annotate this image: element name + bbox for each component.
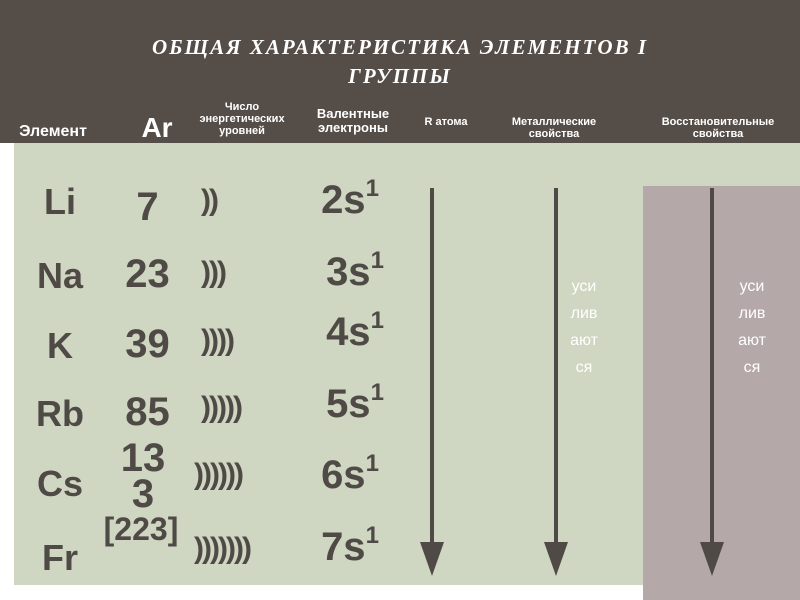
atomic-mass: 85 <box>125 390 170 434</box>
column-header-reducing: Восстановительные свойства <box>661 116 775 140</box>
element-symbol: Li <box>44 181 76 222</box>
element-symbol: Cs <box>36 463 84 504</box>
valence-config: $2s^1$ <box>321 175 379 222</box>
reducing-arrow-down-icon <box>697 186 727 578</box>
metallic-arrow-down-icon <box>541 186 571 578</box>
radius-arrow-down-icon <box>417 186 447 578</box>
energy-levels: )))) <box>201 324 233 357</box>
energy-levels: )))))) <box>194 458 242 491</box>
atomic-mass: 133 <box>120 436 166 516</box>
element-symbol: K <box>47 325 73 366</box>
energy-levels: ))))) <box>201 391 241 424</box>
column-header-ar: Ar <box>141 112 173 143</box>
column-header-levels: Число энергетических уровней <box>199 101 285 137</box>
atomic-mass: [223] <box>103 511 179 547</box>
element-symbol: Na <box>36 255 84 296</box>
valence-config: $4s^1$ <box>326 307 384 354</box>
valence-config: $7s^1$ <box>321 522 379 569</box>
column-header-radius: R атома <box>424 116 468 128</box>
energy-levels: )) <box>201 184 217 217</box>
element-symbol: Fr <box>42 537 78 578</box>
atomic-mass: 7 <box>136 185 159 229</box>
energy-levels: ))) <box>201 256 225 289</box>
slide-title <box>0 33 800 91</box>
valence-config: $5s^1$ <box>326 379 384 426</box>
valence-config: $6s^1$ <box>321 450 379 497</box>
atomic-mass: 23 <box>125 252 170 296</box>
title-line-1: ОБЩАЯ ХАРАКТЕРИСТИКА ЭЛЕМЕНТОВ I <box>151 35 649 59</box>
atomic-mass: 39 <box>125 322 170 366</box>
metallic-trend-label: уси лив ают ся <box>570 278 598 376</box>
column-header-valence: Валентные электроны <box>316 106 390 135</box>
column-header-element: Элемент <box>19 123 87 140</box>
title-line-2: ГРУППЫ <box>348 64 452 88</box>
reducing-trend-label: уси лив ают ся <box>738 278 766 376</box>
element-symbol: Rb <box>36 393 84 434</box>
valence-config: $3s^1$ <box>326 247 384 294</box>
energy-levels: ))))))) <box>194 532 250 565</box>
column-header-metallic: Металлические свойства <box>511 116 597 140</box>
